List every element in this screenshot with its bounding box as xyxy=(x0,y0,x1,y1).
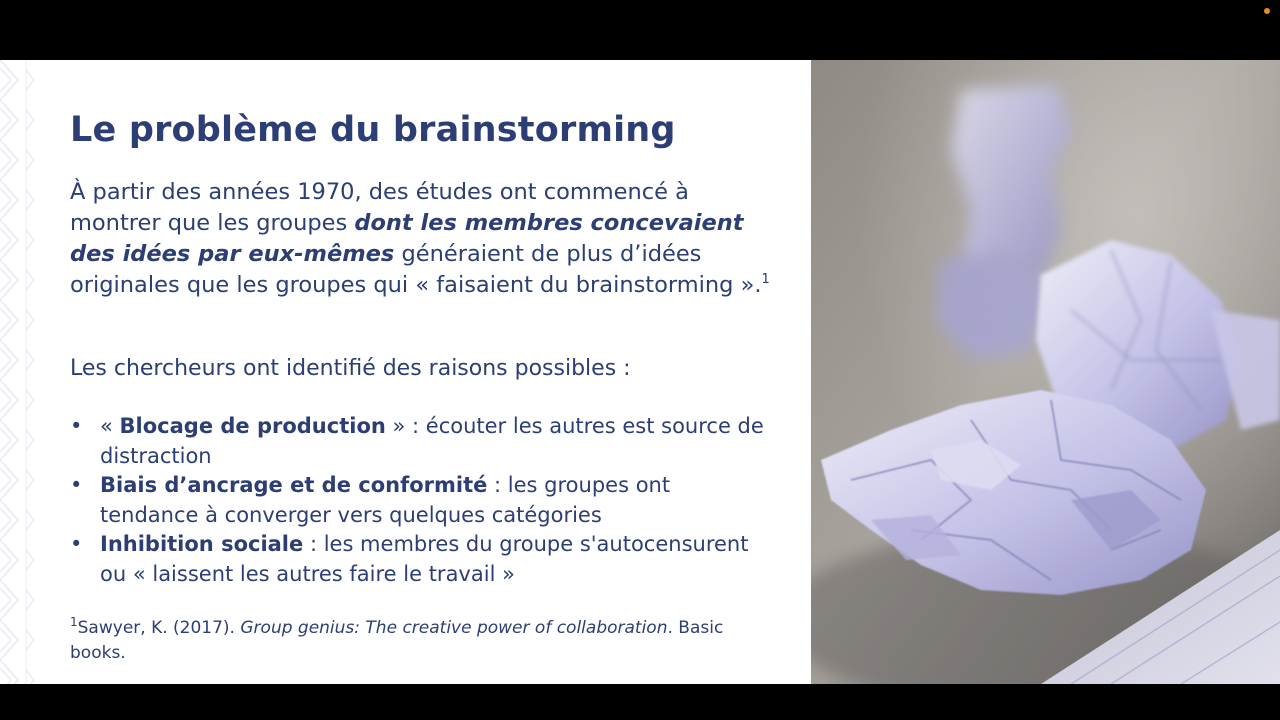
reason-item-production-blocking xyxy=(70,412,770,471)
recording-indicator-icon xyxy=(1264,8,1270,14)
reason-term: Inhibition sociale xyxy=(100,532,304,556)
reasons-lead: Les chercheurs ont identifié des raisons possibles : xyxy=(70,356,631,381)
intro-emphasis: dont les membres concevaient des idées par eux-mêmes xyxy=(70,210,744,267)
intro-text-start: À partir des années 1970, des études ont commencé à montrer que les groupes xyxy=(70,179,689,236)
bullet-icon: • xyxy=(70,532,83,556)
intro-footnote-marker: 1 xyxy=(761,272,770,287)
reason-description: : les groupes ont tendance à converger vers quelques catégories xyxy=(100,473,671,527)
reason-description: » : écouter les autres est source de distraction xyxy=(100,414,764,468)
reasons-list xyxy=(70,412,770,589)
intro-text-end: généraient de plus d’idées originales que les groupes qui « faisaient du brainstorming ». xyxy=(70,241,762,298)
reason-term: Biais d’ancrage et de conformité xyxy=(100,473,488,497)
bullet-icon: • xyxy=(70,414,83,438)
reason-item-social-inhibition xyxy=(70,530,770,589)
reason-prefix: « xyxy=(100,414,120,438)
intro-paragraph xyxy=(70,177,770,301)
footnote-author: Sawyer, K. (2017). xyxy=(77,618,241,638)
footnote-citation xyxy=(70,616,770,666)
reason-description: : les membres du groupe s'autocensurent ou « laissent les autres faire le travail » xyxy=(100,532,749,586)
bullet-icon: • xyxy=(70,473,83,497)
slide-content xyxy=(0,60,811,684)
slide-title: Le problème du brainstorming xyxy=(70,110,676,150)
reason-term: Blocage de production xyxy=(119,414,386,438)
footnote-publisher: . Basic books. xyxy=(70,618,724,663)
reason-item-anchoring-bias xyxy=(70,471,770,530)
footnote-work-title: Group genius: The creative power of collaboration xyxy=(240,618,668,638)
slide xyxy=(0,60,1280,684)
footnote-marker: 1 xyxy=(70,615,78,629)
crumpled-paper-photo xyxy=(811,60,1280,684)
